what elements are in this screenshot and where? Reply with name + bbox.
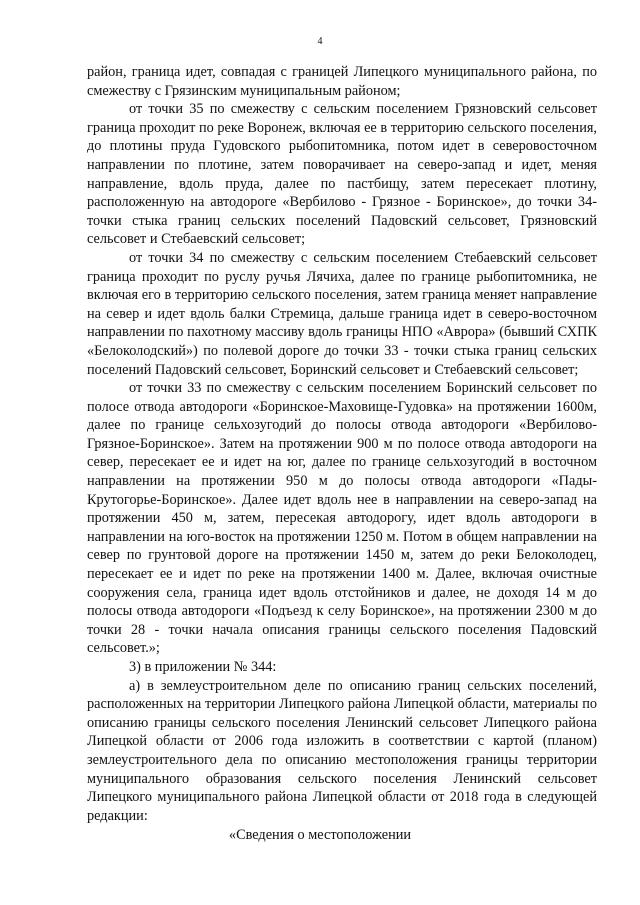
section-heading: «Сведения о местоположении [228,827,412,843]
paragraph-point-34: от точки 34 по смежеству с сельским поселением Стебаевский сельсовет граница проходит по руслу ручья Лячиха, далее по границе рыбопитомника, не включая его в территорию сельского поселения, затем граница меняет направление на север и идет вдоль балки Стремица, дальше граница идет в северо-восточном направлении по пахотному массиву вдоль границы НПО «Аврора» (бывший СХПК «Белоколодский») по полевой дороге до точки 33 - точки стыка границ сельских поселений Падовский сельсовет, Боринский сельсовет и Стебаевский сельсовет; [87,249,597,378]
paragraph-continuation: район, граница идет, совпадая с границей Липецкого муниципального района, по смежеству с Грязинским муниципальным районом; [87,64,597,99]
paragraph-item-a: а) в землеустроительном деле по описанию границ сельских поселений, расположенных на территории Липецкого района Липецкой области, материалы по описанию границы сельского поселения Ленинский сельсовет Липецкого района Липецкой области от 2006 года изложить в соответствии с картой (планом) землеустроительного дела по описанию местоположения границы территории муниципального образования сельского поселения Ленинский сельсовет Липецкого муниципального района Липецкой области от 2018 года в следующей редакции: [87,677,597,824]
page-number: 4 [317,36,323,47]
paragraph-point-35: от точки 35 по смежеству с сельским поселением Грязновский сельсовет граница проходит по реке Воронеж, включая ее в территорию сельского поселения, до плотины пруда Гудовского рыбопитомника, потом идет в северовосточном направлении по плотине, затем поворачивает на северо-запад и идет, меняя направление, вдоль пруда, далее по пастбищу, затем пересекает плотину, расположенную на автодороге «Вербилово - Грязное - Боринское», до точки 34-точки стыка границ сельских поселений Падовский сельсовет, Грязновский сельсовет и Стебаевский сельсовет; [87,101,597,248]
document-body [87,63,597,825]
paragraph-item-3: 3) в приложении № 344: [129,659,277,675]
paragraph-point-33: от точки 33 по смежеству с сельским поселением Боринский сельсовет по полосе отвода автодороги «Боринское-Маховище-Гудовка» на протяжении 1600м, далее по границе сельхозугодий до полосы отвода автодороги «Вербилово-Грязное-Боринское». Затем на протяжении 900 м по полосе отвода автодороги на север, пересекает ее и идет на юг, далее по границе сельхозугодий в восточном направлении на протяжении 950 м до полосы отвода автодороги «Пады-Крутогорье-Боринское». Далее идет вдоль нее в направлении на северо-запад на протяжении 450 м, затем, пересекая автодорогу, идет вдоль автодороги в направлении на юго-восток на протяжении 1250 м. Потом в общем направлении на север по грунтовой дороге на протяжении 1450 м, затем до реки Белоколодец, пересекает ее и идет по реке на протяжении 1400 м. Далее, включая очистные сооружения села, граница идет вдоль отстойников и далее, не доходя 14 м до полосы отвода автодороги «Подъезд к селу Боринское», на протяжении 2300 м до точки 28 - точки начала описания границы сельского поселения Падовский сельсовет.»; [87,380,597,657]
